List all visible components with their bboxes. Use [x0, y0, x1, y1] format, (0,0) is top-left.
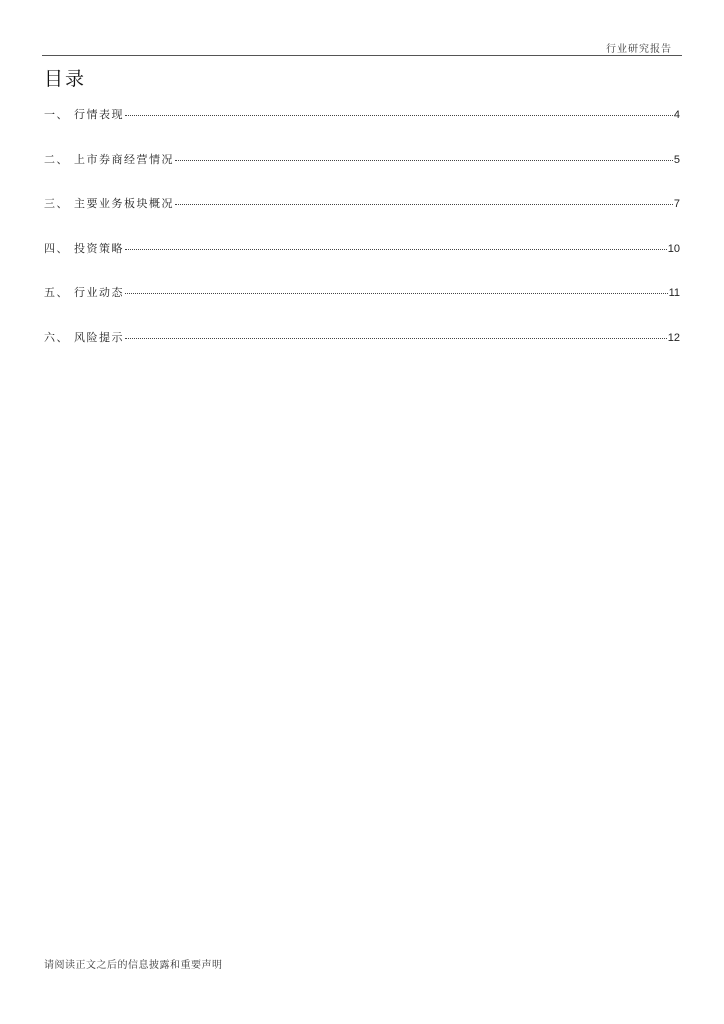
toc-entry-text[interactable]: 六、 风险提示 [44, 330, 124, 344]
toc-entry-text[interactable]: 三、 主要业务板块概况 [44, 197, 174, 210]
toc-page-number[interactable]: 11 [668, 287, 680, 299]
toc-page-number[interactable]: 7 [673, 198, 680, 210]
toc-dot-leader [125, 338, 667, 339]
toc-page-number[interactable]: 12 [667, 331, 680, 344]
toc-entry-investment-strategy[interactable] [44, 240, 680, 285]
toc-page-number[interactable]: 5 [673, 153, 680, 166]
toc-entry-risk-warning[interactable] [44, 329, 680, 374]
toc-entry-industry-news[interactable] [44, 284, 680, 329]
toc-entry-text[interactable]: 四、 投资策略 [44, 241, 124, 255]
header-divider [42, 55, 682, 56]
toc-dot-leader [125, 293, 668, 294]
toc-list [44, 106, 680, 373]
toc-entry-text[interactable]: 一、 行情表现 [44, 108, 124, 121]
toc-dot-leader [175, 160, 673, 161]
toc-entry-market-performance[interactable] [44, 106, 680, 151]
toc-entry-text[interactable]: 五、 行业动态 [44, 286, 124, 299]
toc-title: 目录 [44, 68, 87, 90]
toc-page-number[interactable]: 10 [667, 242, 680, 255]
toc-entry-listed-brokers[interactable] [44, 151, 680, 196]
disclaimer-footer: 请阅读正文之后的信息披露和重要声明 [44, 960, 223, 971]
toc-dot-leader [175, 204, 673, 205]
toc-page-number[interactable]: 4 [673, 109, 680, 121]
toc-entry-business-segments[interactable] [44, 195, 680, 240]
toc-dot-leader [125, 249, 667, 250]
toc-dot-leader [125, 115, 673, 116]
toc-entry-text[interactable]: 二、 上市券商经营情况 [44, 152, 174, 166]
report-type-label: 行业研究报告 [606, 44, 672, 55]
